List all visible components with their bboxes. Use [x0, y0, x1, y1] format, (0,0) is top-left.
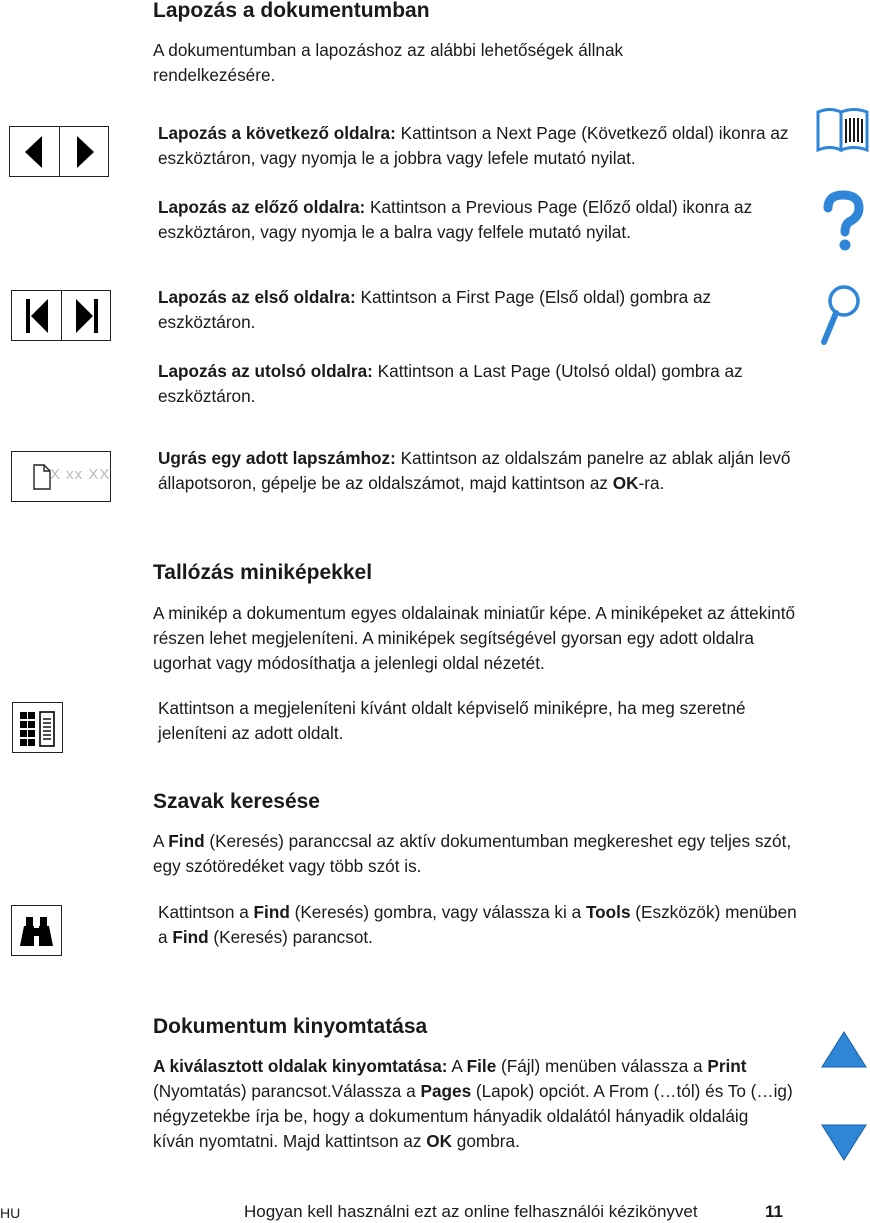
search-instr-find: Find [253, 902, 290, 922]
find-button[interactable] [11, 905, 62, 956]
last-page-icon[interactable] [62, 291, 111, 340]
thumbnails-button[interactable] [12, 702, 63, 753]
heading-printing: Dokumentum kinyomtatása [153, 1015, 428, 1038]
previous-page-arrow-icon[interactable] [820, 1030, 868, 1070]
next-page-arrow-icon[interactable] [820, 1122, 868, 1162]
thumbnails-intro [153, 601, 798, 676]
thumbnails-instruction-text: Kattintson a megjeleníteni kívánt oldalt képviselő miniképre, ha meg szeretné jeleníteni az adott oldalt. [158, 698, 746, 743]
navigation-intro [153, 38, 713, 88]
printing-label: A kiválasztott oldalak kinyomtatása: [153, 1056, 448, 1076]
footer-title: Hogyan kell használni ezt az online felhasználói kézikönyvet [244, 1202, 698, 1221]
search-instr-c: (Eszközök) menüben a [158, 902, 797, 947]
binoculars-icon [12, 906, 61, 955]
last-page-instruction [158, 359, 798, 409]
thumbnails-icon [13, 703, 62, 752]
prev-page-text: Kattintson a Previous Page (Előző oldal) ikonra az eszköztáron, vagy nyomja le a balra vagy felfele mutató nyilat. [158, 197, 753, 242]
printing-t3: (Nyomtatás) parancsot.Válassza a [153, 1081, 421, 1101]
printing-t5: gombra. [452, 1131, 520, 1151]
last-page-text: Kattintson a Last Page (Utolsó oldal) gombra az eszköztáron. [158, 361, 743, 406]
search-instr-d: (Keresés) parancsot. [208, 927, 373, 947]
printing-pages: Pages [420, 1081, 472, 1101]
printing-instruction [153, 1054, 793, 1154]
search-intro [153, 829, 793, 879]
first-last-buttons [11, 290, 111, 341]
heading-navigation: Lapozás a dokumentumban [153, 0, 430, 22]
heading-thumbnails: Tallózás miniképekkel [153, 561, 373, 584]
previous-page-icon[interactable] [10, 127, 59, 176]
goto-page-label: Ugrás egy adott lapszámhoz: [158, 448, 396, 468]
search-magnifier-icon[interactable] [818, 282, 866, 346]
printing-ok: OK [426, 1131, 453, 1151]
page-icon [20, 462, 52, 492]
goto-end: -ra. [638, 473, 665, 493]
last-page-label: Lapozás az utolsó oldalra: [158, 361, 373, 381]
next-page-label: Lapozás a következő oldalra: [158, 123, 396, 143]
first-page-text: Kattintson a First Page (Első oldal) gombra az eszköztáron. [158, 287, 712, 332]
goto-ok: OK [612, 473, 639, 493]
first-page-label: Lapozás az első oldalra: [158, 287, 356, 307]
goto-page-instruction [158, 446, 808, 496]
thumbnails-intro-text: A minikép a dokumentum egyes oldalainak miniatűr képe. A miniképeket az áttekintő részen lehet megjeleníteni. A miniképek segítségével gyorsan egy adott oldalra ugorhat vagy módosíthatja a jelenlegi oldal nézetét. [153, 603, 796, 673]
search-instr-a: Kattintson a [158, 902, 254, 922]
prev-page-label: Lapozás az előző oldalra: [158, 197, 366, 217]
printing-t1: A [447, 1056, 467, 1076]
printing-file: File [466, 1056, 497, 1076]
search-instruction [158, 900, 798, 950]
search-intro-a: A [153, 831, 169, 851]
page-number-value: X xx XX [50, 466, 111, 483]
search-intro-rest: (Keresés) paranccsal az aktív dokumentumban megkereshet egy teljes szót, egy szótöredéket vagy több szót is. [153, 831, 792, 876]
printing-t2: (Fájl) menüben válassza a [496, 1056, 708, 1076]
first-page-instruction [158, 285, 798, 335]
help-question-icon[interactable] [818, 190, 868, 254]
page-number-field[interactable] [11, 451, 111, 502]
first-page-icon[interactable] [12, 291, 61, 340]
next-page-instruction [158, 121, 798, 171]
search-instr-b: (Keresés) gombra, vagy válassza ki a [289, 902, 586, 922]
thumbnails-instruction [158, 696, 758, 746]
goto-page-text: Kattintson az oldalszám panelre az ablak alján levő állapotsoron, gépelje be az oldalszámot, majd kattintson az [158, 448, 791, 493]
book-contents-icon[interactable] [814, 104, 870, 156]
search-instr-find2: Find [172, 927, 209, 947]
printing-t4: (Lapok) opciót. A From (…tól) és To (…ig) négyzetekbe írja be, hogy a dokumentum hányadik oldalától hányadik oldaláig kíván nyomtatni. Majd kattintson az [153, 1081, 793, 1151]
navigation-intro-text: A dokumentumban a lapozáshoz az alábbi lehetőségek állnak rendelkezésére. [153, 40, 624, 85]
footer-page-number: 11 [765, 1202, 783, 1221]
footer-language: HU [0, 1205, 21, 1221]
heading-search: Szavak keresése [153, 790, 320, 813]
prev-page-instruction [158, 195, 798, 245]
search-instr-tools: Tools [585, 902, 631, 922]
next-page-text: Kattintson a Next Page (Következő oldal) ikonra az eszköztáron, vagy nyomja le a jobbra vagy lefele mutató nyilat. [158, 123, 789, 168]
prev-next-buttons [9, 126, 109, 177]
search-intro-find: Find [168, 831, 205, 851]
next-page-icon[interactable] [60, 127, 109, 176]
printing-print: Print [707, 1056, 747, 1076]
